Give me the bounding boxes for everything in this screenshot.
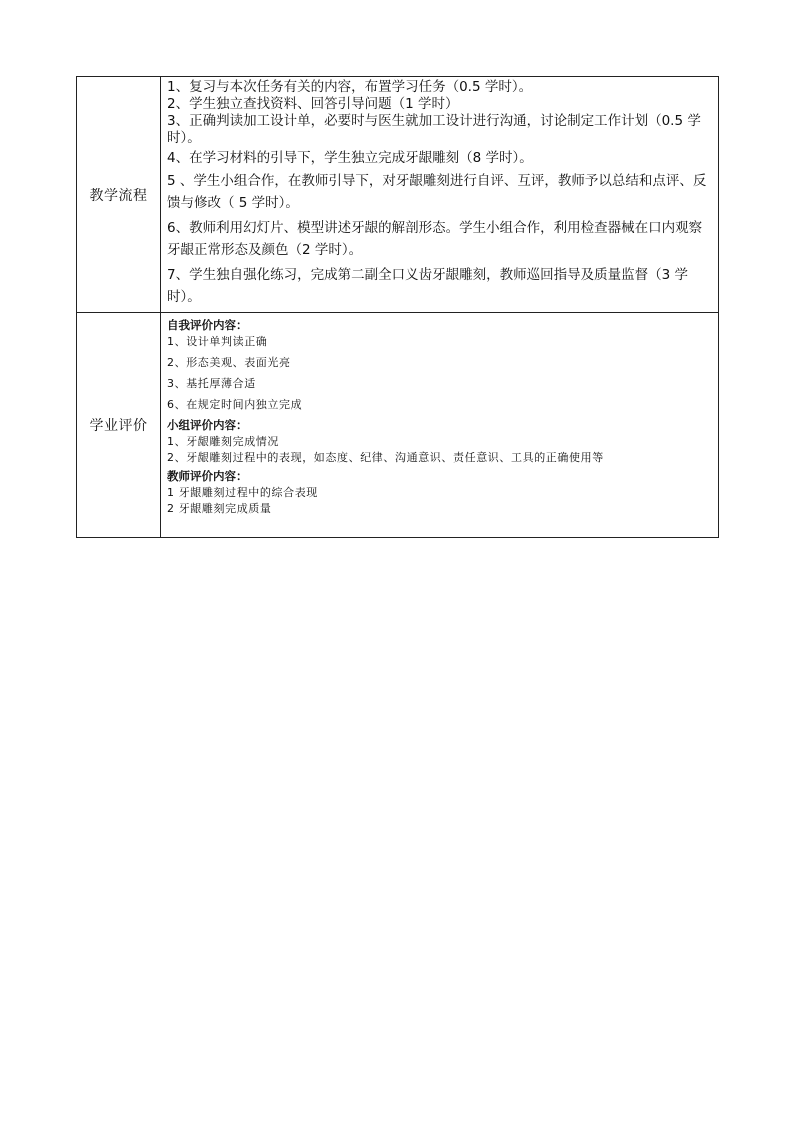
self-evaluation-item: 1、设计单判读正确 xyxy=(167,335,268,348)
document-table xyxy=(76,76,719,538)
teaching-process-content xyxy=(161,77,719,313)
teacher-evaluation-item: 2 牙龈雕刻完成质量 xyxy=(167,502,272,515)
academic-evaluation-row xyxy=(77,313,719,538)
group-evaluation-heading: 小组评价内容： xyxy=(167,418,248,432)
process-step-6: 6、教师利用幻灯片、模型讲述牙龈的解剖形态。学生小组合作，利用检查器械在口内观察牙龈正常形态及颜色（2 学时）。 xyxy=(167,220,703,258)
academic-evaluation-label: 学业评价 xyxy=(77,313,161,538)
teaching-process-label: 教学流程 xyxy=(77,77,161,313)
teacher-evaluation-heading: 教师评价内容： xyxy=(167,469,248,483)
self-evaluation-item: 3、基托厚薄合适 xyxy=(167,377,256,390)
process-step-1: 1、复习与本次任务有关的内容，布置学习任务（0.5 学时）。 xyxy=(167,79,533,95)
self-evaluation-item: 6、在规定时间内独立完成 xyxy=(167,398,303,411)
process-step-7: 7、学生独自强化练习，完成第二副全口义齿牙龈雕刻，教师巡回指导及质量监督（3 学时）。 xyxy=(167,267,688,305)
process-step-4: 4、在学习材料的引导下，学生独立完成牙龈雕刻（8 学时）。 xyxy=(167,150,533,166)
self-evaluation-item: 2、形态美观、表面光亮 xyxy=(167,356,291,369)
teacher-evaluation-item: 1 牙龈雕刻过程中的综合表现 xyxy=(167,486,318,499)
academic-evaluation-content xyxy=(161,313,719,538)
process-step-5: 5 、学生小组合作，在教师引导下，对牙龈雕刻进行自评、互评，教师予以总结和点评、反馈与修改（ 5 学时）。 xyxy=(167,173,707,211)
self-evaluation-heading: 自我评价内容： xyxy=(167,318,248,332)
group-evaluation-item: 1、牙龈雕刻完成情况 xyxy=(167,435,279,448)
group-evaluation-item: 2、牙龈雕刻过程中的表现，如态度、纪律、沟通意识、责任意识、工具的正确使用等 xyxy=(167,451,604,464)
teaching-process-row xyxy=(77,77,719,313)
process-step-2: 2、学生独立查找资料、回答引导问题（1 学时） xyxy=(167,96,459,112)
process-step-3: 3、正确判读加工设计单，必要时与医生就加工设计进行沟通，讨论制定工作计划（0.5 学时）。 xyxy=(167,113,701,146)
